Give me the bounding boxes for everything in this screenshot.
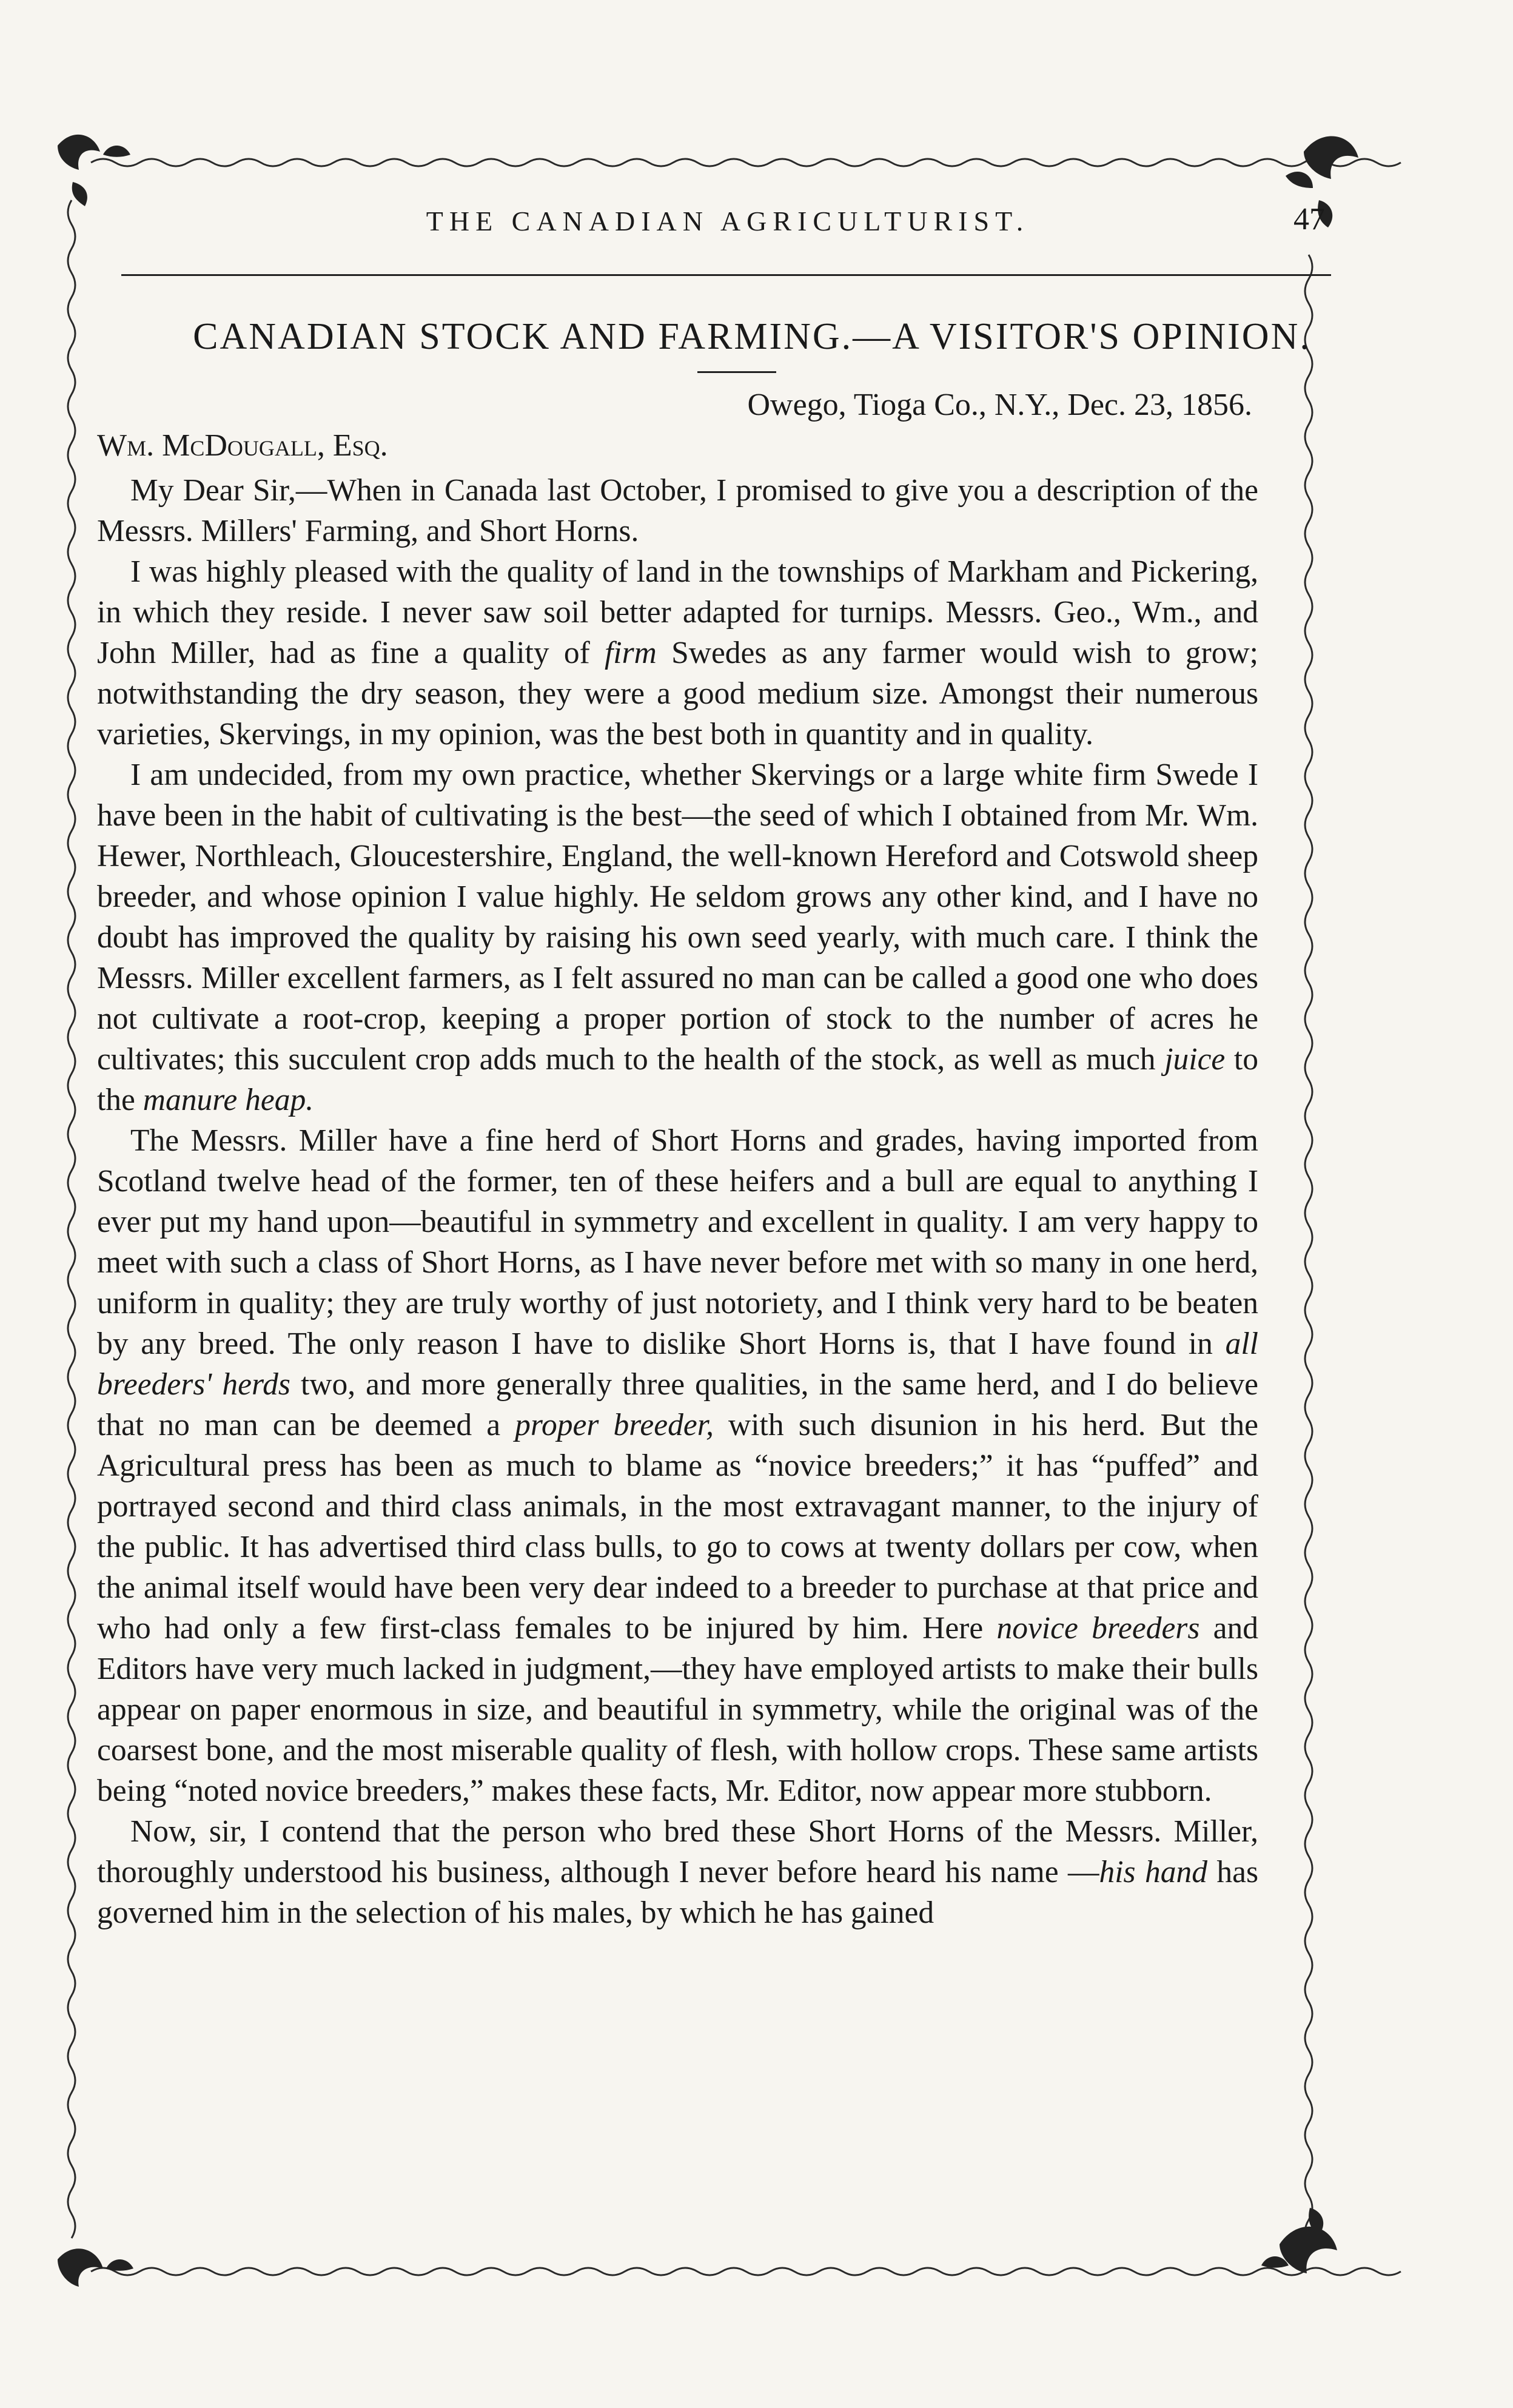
text-run: The Messrs. Miller have a fine herd of Short Horns and grades, having imported from Scotland twelve head of the former, ten of these heifers and a bull are equal to anything I ever put my hand upon—beautiful in symmetry and excellent in quality. I am very happy to meet with such a class of Short Horns, as I have never before met with so many in one herd, uniform in quality; they are truly worthy of just notoriety, and I think very hard to be beaten by any breed. The only reason I have to dislike Short Horns is, that I have found in [97,1123,1258,1361]
paragraph [97,1120,1258,1811]
italic-text: manure heap. [143,1083,314,1117]
italic-text: all breeders' herds [97,1327,1258,1402]
italic-text: proper breeder, [515,1408,714,1442]
dateline: Owego, Tioga Co., N.Y., Dec. 23, 1856. [747,388,1252,422]
text-run: My Dear Sir,—When in Canada last October, I promised to give you a description of the Messrs. Millers' Farming, and Short Horns. [97,473,1258,548]
italic-text: his hand [1099,1855,1207,1889]
corner-ornament-bottom-left [58,2248,133,2287]
italic-text: novice breeders [996,1611,1200,1646]
article-title: CANADIAN STOCK AND FARMING.—A VISITOR'S OPINION. [193,316,1311,357]
paragraph [97,1811,1258,1933]
right-wavy-rule [1305,255,1312,2244]
corner-ornament-top-left [58,135,130,206]
text-run: two, and more generally three qualities, in the same herd, and I do believe that no man can be deemed a [97,1367,1258,1442]
paragraph [97,470,1258,551]
top-wavy-rule [91,159,1401,166]
bottom-wavy-rule [91,2268,1401,2275]
title-rule [697,371,776,373]
text-run: I was highly pleased with the quality of land in the townships of Markham and Pickering, in which they reside. I never saw soil better adapted for turnips. Messrs. Geo., Wm., and John Miller, had as fine a quality of [97,554,1258,670]
page-number: 47 [1293,202,1325,237]
text-run: Swedes as any farmer would wish to grow; notwithstanding the dry season, they were a good medium size. Amongst their numerous varieties, Skervings, in my opinion, was the best both in quantity and in quality. [97,636,1258,752]
italic-text: firm [605,636,657,670]
running-title: THE CANADIAN AGRICULTURIST. [426,206,1030,237]
addressee: Wm. McDougall, Esq. [97,428,388,463]
paragraph [97,755,1258,1120]
header-rule [121,274,1331,276]
left-wavy-rule [68,200,75,2238]
paragraph [97,551,1258,755]
corner-ornament-bottom-right [1261,2208,1337,2273]
text-run: and Editors have very much lacked in judgment,—they have employed artists to make their bulls appear on paper enormous in size, and beautiful in symmetry, while the original was of the coarsest bone, and the most miserable quality of flesh, with hollow crops. These same artists being “noted novice breeders,” makes these facts, Mr. Editor, now appear more stubborn. [97,1611,1259,1808]
running-head [121,195,1334,250]
text-run: with such disunion in his herd. But the Agricultural press has been as much to blame as “novice breeders;” it has “puffed” and portrayed second and third class animals, in the most extravagant manner, to the injury of the public. It has advertised third class bulls, to go to cows at twenty dollars per cow, when the animal itself would have been very dear indeed to a breeder to purchase at that price and who had only a few first-class females to be injured by him. Here [97,1408,1258,1646]
text-run: Now, sir, I contend that the person who bred these Short Horns of the Messrs. Miller, thoroughly understood his business, although I never before heard his name — [97,1814,1258,1889]
text-run: to the [97,1042,1258,1117]
text-run: has governed him in the selection of his males, by which he has gained [97,1855,1258,1930]
article-body [97,470,1258,1933]
text-run: I am undecided, from my own practice, whether Skervings or a large white firm Swede I have been in the habit of cultivating is the best—the seed of which I obtained from Mr. Wm. Hewer, Northleach, Gloucestershire, England, the well-known Hereford and Cotswold sheep breeder, and whose opinion I value highly. He seldom grows any other kind, and I have no doubt has improved the quality by raising his own seed yearly, with much care. I think the Messrs. Miller excellent farmers, as I felt assured no man can be called a good one who does not cultivate a root-crop, keeping a proper portion of stock to the number of acres he cultivates; this succulent crop adds much to the health of the stock, as well as much [97,758,1258,1077]
italic-text: juice [1164,1042,1226,1077]
